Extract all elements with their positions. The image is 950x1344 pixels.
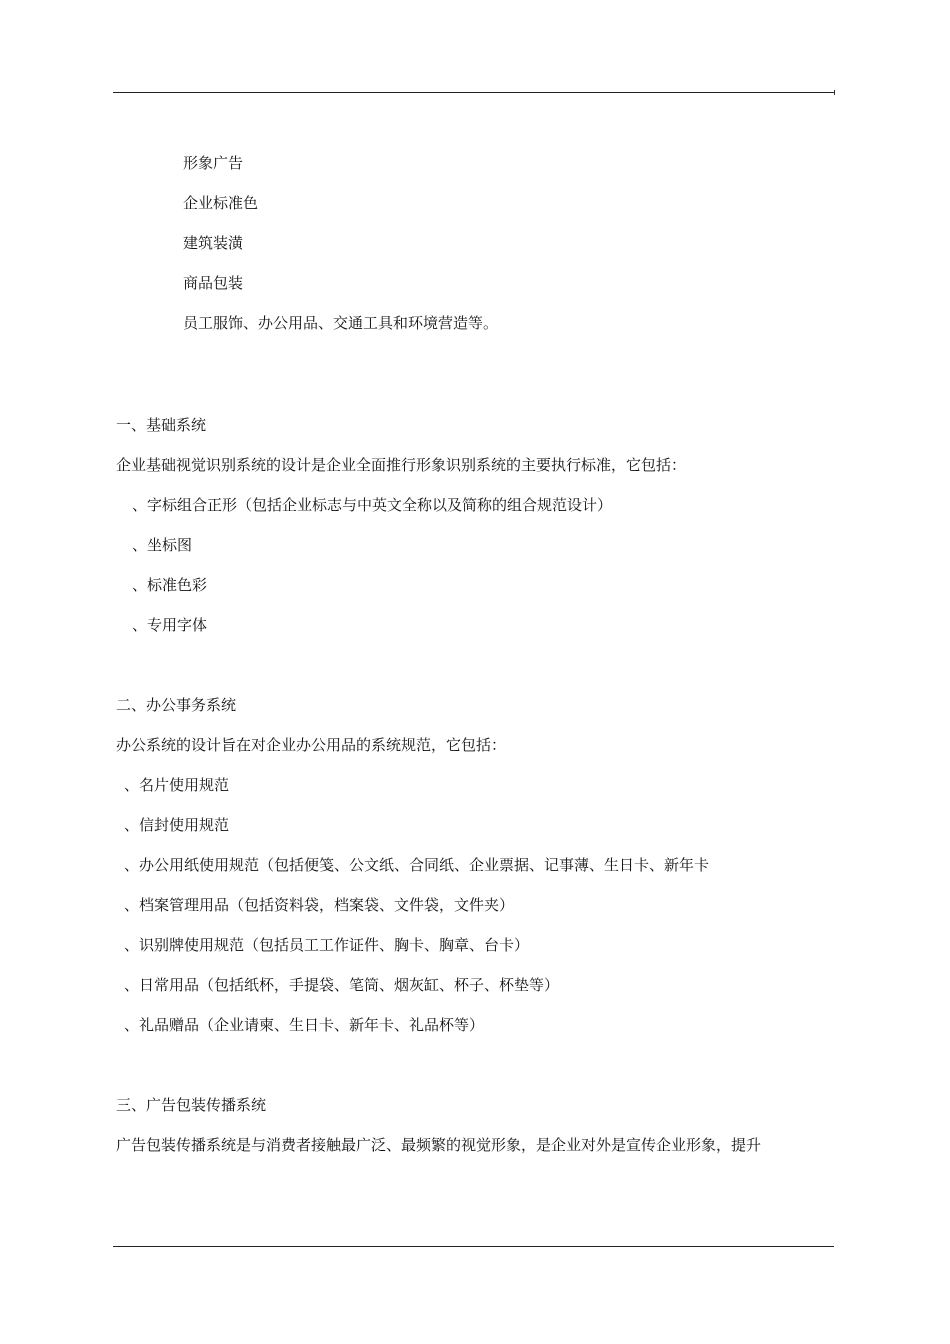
intro-item: 商品包装	[183, 274, 244, 292]
intro-item: 员工服饰、办公用品、交通工具和环境营造等。	[183, 314, 499, 332]
section1-heading: 一、基础系统	[116, 416, 207, 434]
section3-intro: 广告包装传播系统是与消费者接触最广泛、最频繁的视觉形象，是企业对外是宣传企业形象，提升	[116, 1136, 762, 1154]
section2-item: 、日常用品（包括纸杯，手提袋、笔筒、烟灰缸、杯子、杯垫等）	[124, 976, 560, 994]
header-rule-tick	[834, 90, 835, 95]
intro-item: 建筑装潢	[183, 234, 244, 252]
section2-intro: 办公系统的设计旨在对企业办公用品的系统规范，它包括：	[116, 736, 507, 754]
intro-item: 企业标准色	[183, 194, 259, 212]
section2-item: 、档案管理用品（包括资料袋，档案袋、文件袋，文件夹）	[124, 896, 515, 914]
section2-heading: 二、办公事务系统	[116, 696, 237, 714]
section2-item: 、名片使用规范	[124, 776, 230, 794]
section1-item: 、字标组合正形（包括企业标志与中英文全称以及简称的组合规范设计）	[132, 496, 613, 514]
section1-item: 、专用字体	[132, 616, 208, 634]
section2-item: 、信封使用规范	[124, 816, 230, 834]
section2-item: 、礼品赠品（企业请柬、生日卡、新年卡、礼品杯等）	[124, 1016, 485, 1034]
footer-rule	[113, 1246, 834, 1247]
section2-item: 、办公用纸使用规范（包括便笺、公文纸、合同纸、企业票据、记事薄、生日卡、新年卡	[124, 856, 710, 874]
intro-item: 形象广告	[183, 154, 244, 172]
section3-heading: 三、广告包装传播系统	[116, 1096, 267, 1114]
section1-item: 、坐标图	[132, 536, 193, 554]
section2-item: 、识别牌使用规范（包括员工工作证件、胸卡、胸章、台卡）	[124, 936, 530, 954]
section1-item: 、标准色彩	[132, 576, 208, 594]
header-rule	[113, 92, 834, 93]
section1-intro: 企业基础视觉识别系统的设计是企业全面推行形象识别系统的主要执行标准，它包括：	[116, 456, 687, 474]
